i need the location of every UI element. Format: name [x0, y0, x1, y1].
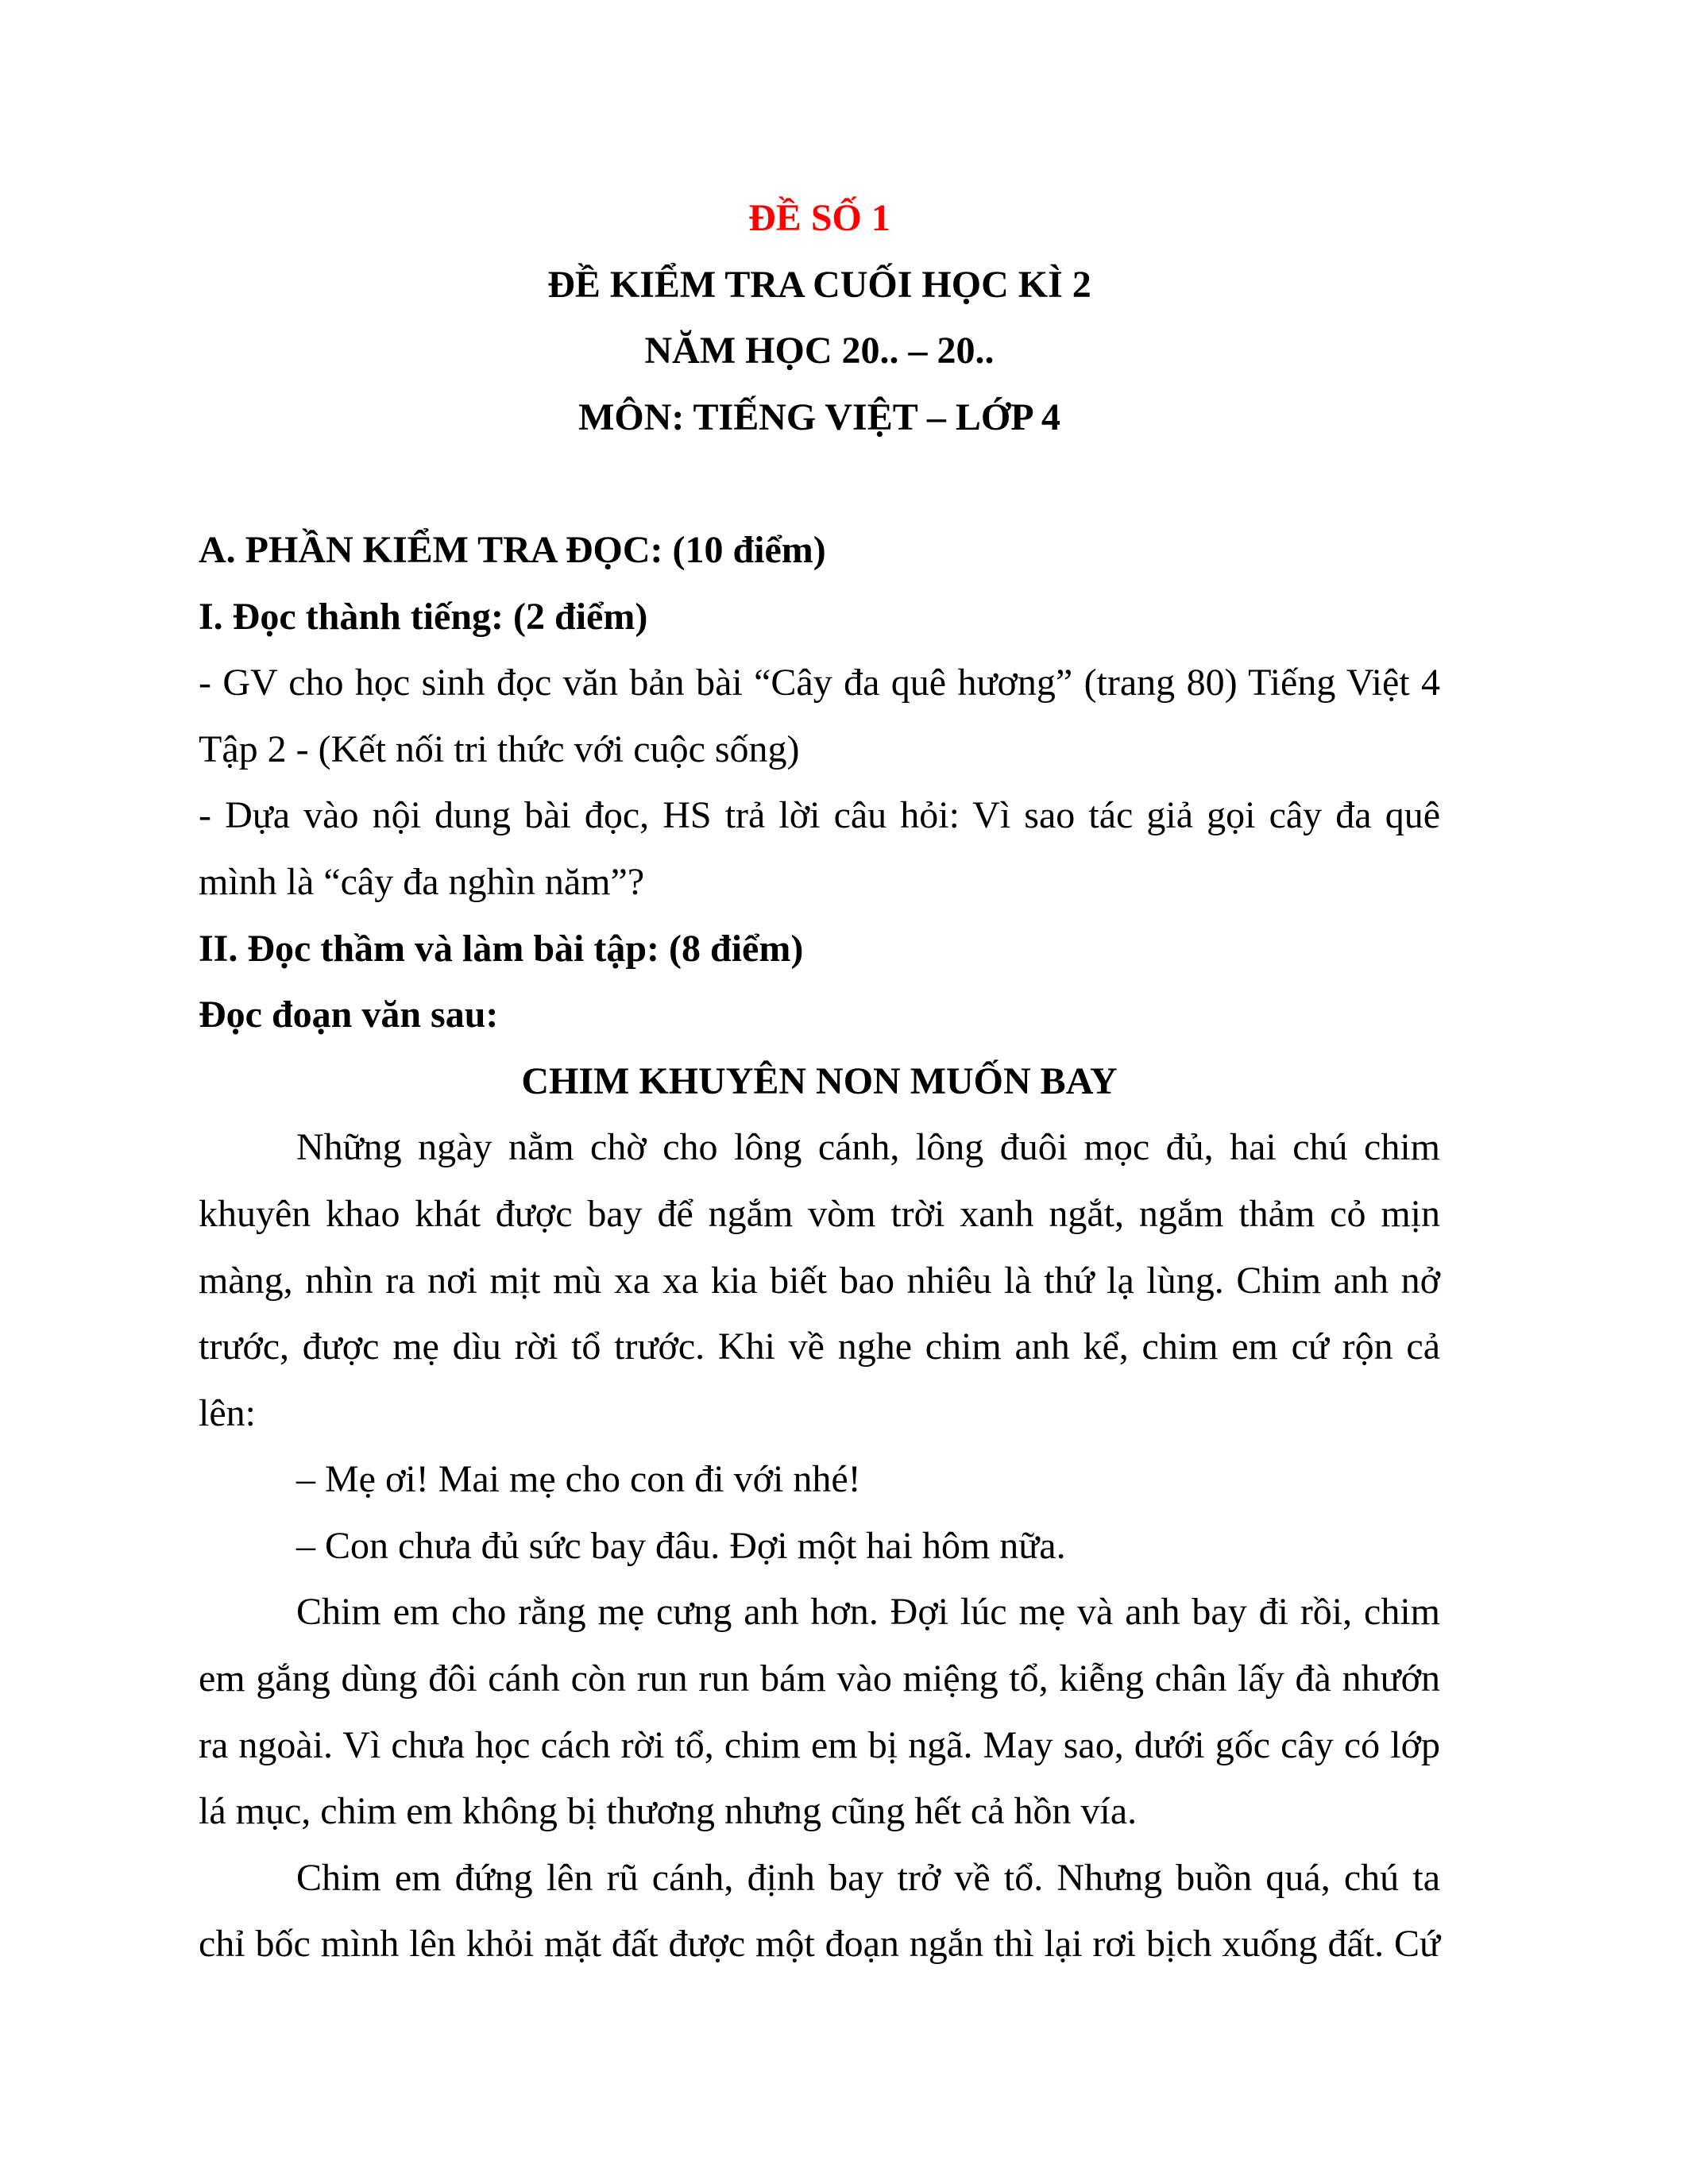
exam-title: ĐỀ KIỂM TRA CUỐI HỌC KÌ 2 — [547, 263, 1091, 306]
subject: MÔN: TIẾNG VIỆT – LỚP 4 — [578, 396, 1060, 438]
text-line: - Dựa vào nội dung bài đọc, HS trả lời câu hỏi: Vì sao tác giả gọi cây đa quê — [199, 794, 1440, 837]
text-line: lá mục, chim em không bị thương nhưng cũng hết cả hồn vía. — [199, 1790, 1138, 1833]
text-line: em gắng dùng đôi cánh còn run run bám vào miệng tổ, kiễng chân lấy đà nhướn — [199, 1657, 1440, 1700]
dialogue-line: – Mẹ ơi! Mai mẹ cho con đi với nhé! — [296, 1458, 861, 1501]
text-line: trước, được mẹ dìu rời tổ trước. Khi về nghe chim anh kể, chim em cứ rộn cả — [199, 1325, 1440, 1368]
part1-heading: I. Đọc thành tiếng: (2 điểm) — [199, 595, 648, 638]
text-line: Chim em cho rằng mẹ cưng anh hơn. Đợi lúc mẹ và anh bay đi rồi, chim — [296, 1591, 1440, 1634]
text-line: lên: — [199, 1391, 256, 1434]
spacer — [199, 450, 1440, 517]
text-line: khuyên khao khát được bay để ngắm vòm trời xanh ngắt, ngắm thảm cỏ mịn — [199, 1192, 1440, 1235]
text-line: mình là “cây đa nghìn năm”? — [199, 860, 645, 903]
text-line: màng, nhìn ra nơi mịt mù xa xa kia biết bao nhiêu là thứ lạ lùng. Chim anh nở — [199, 1259, 1440, 1302]
instruction: Đọc đoạn văn sau: — [199, 994, 499, 1036]
part2-heading: II. Đọc thầm và làm bài tập: (8 điểm) — [199, 927, 804, 970]
section-a-heading: A. PHẦN KIỂM TRA ĐỌC: (10 điểm) — [199, 528, 826, 571]
text-line: Chim em đứng lên rũ cánh, định bay trở về tổ. Nhưng buồn quá, chú ta — [296, 1856, 1440, 1899]
dialogue-line: – Con chưa đủ sức bay đâu. Đợi một hai hôm nữa. — [296, 1524, 1066, 1567]
exam-page — [199, 185, 1440, 1978]
text-line: ra ngoài. Vì chưa học cách rời tổ, chim em bị ngã. May sao, dưới gốc cây có lớp — [199, 1723, 1440, 1766]
exam-number: ĐỀ SỐ 1 — [748, 197, 890, 239]
story-title: CHIM KHUYÊN NON MUỐN BAY — [521, 1059, 1118, 1102]
text-line: Tập 2 - (Kết nối tri thức với cuộc sống) — [199, 727, 800, 770]
school-year: NĂM HỌC 20.. – 20.. — [644, 330, 995, 372]
text-line: - GV cho học sinh đọc văn bản bài “Cây đa quê hương” (trang 80) Tiếng Việt 4 — [199, 662, 1440, 704]
text-line: chỉ bốc mình lên khỏi mặt đất được một đoạn ngắn thì lại rơi bịch xuống đất. Cứ — [199, 1923, 1440, 1966]
text-line: Những ngày nằm chờ cho lông cánh, lông đuôi mọc đủ, hai chú chim — [296, 1126, 1440, 1169]
